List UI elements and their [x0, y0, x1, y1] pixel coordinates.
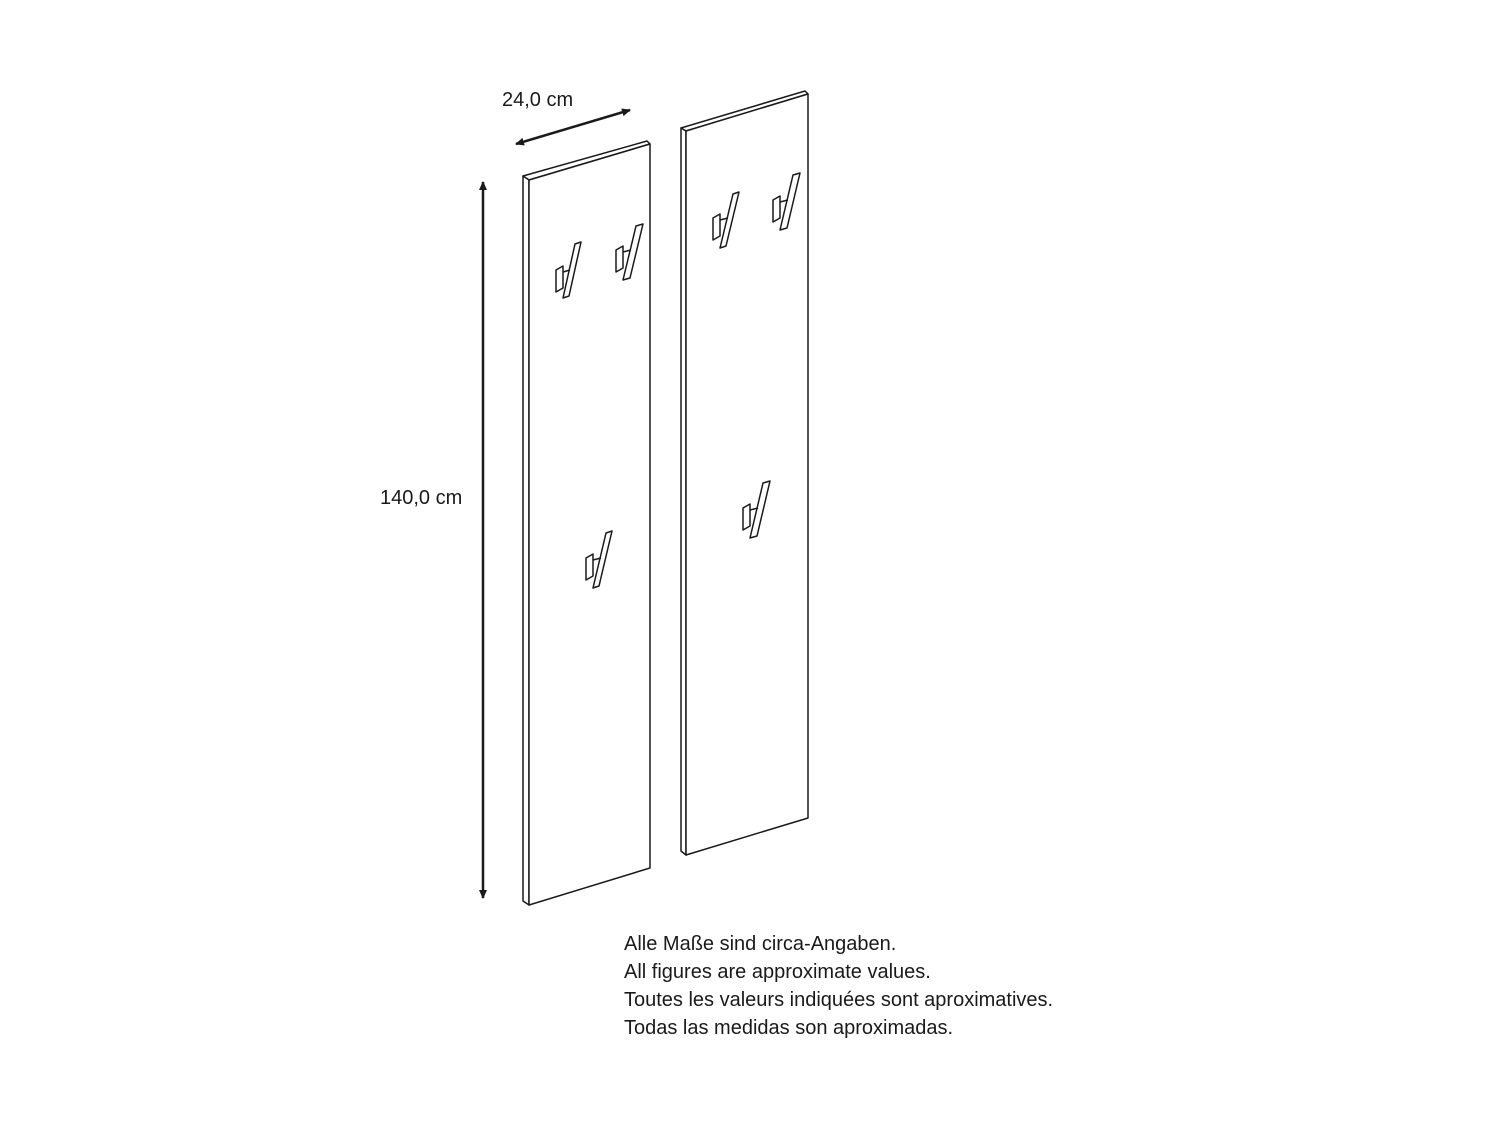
left-panel-side-edge — [523, 176, 529, 905]
disclaimer-spanish: Todas las medidas son aproximadas. — [624, 1017, 954, 1039]
height-dimension-label: 140,0 cm — [380, 487, 463, 509]
width-dimension-label: 24,0 cm — [502, 89, 574, 111]
disclaimer-english: All figures are approximate values. — [624, 961, 931, 983]
disclaimer-french: Toutes les valeurs indiquées sont aproximatives. — [624, 989, 1054, 1011]
width-dimension-arrow — [516, 110, 630, 144]
right-coat-panel — [681, 91, 808, 855]
disclaimer-note — [624, 930, 1053, 1042]
disclaimer-german: Alle Maße sind circa-Angaben. — [624, 933, 897, 955]
left-coat-panel — [523, 141, 650, 905]
